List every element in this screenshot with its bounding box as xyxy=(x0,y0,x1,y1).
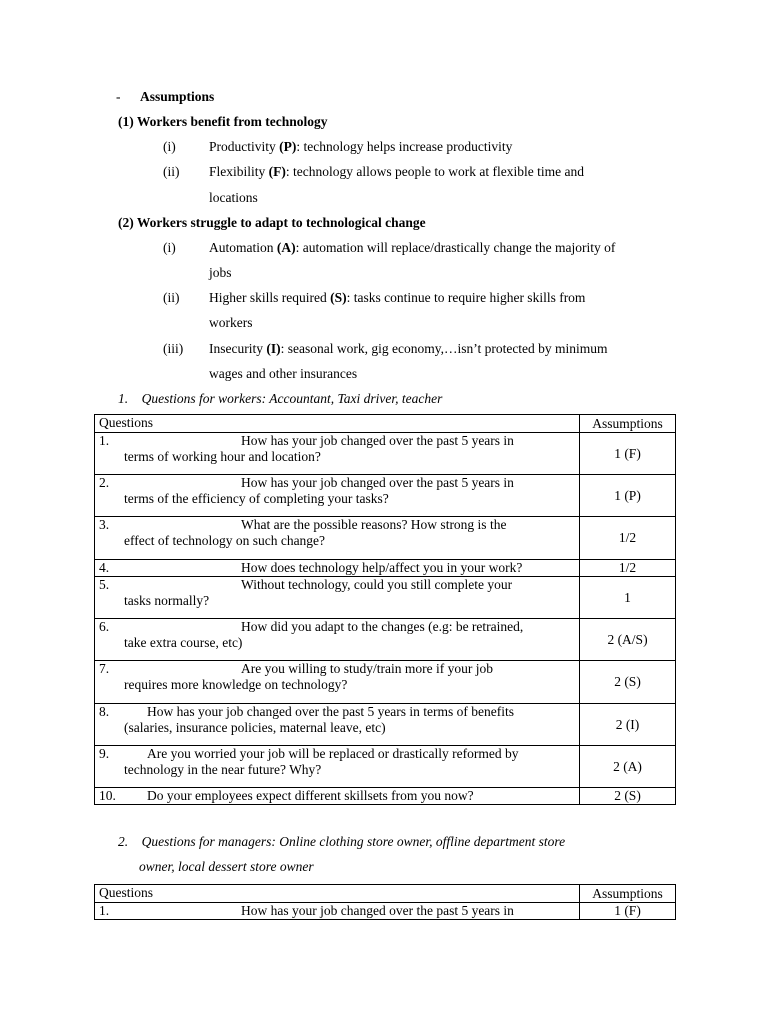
question-text: How has your job changed over the past 5 years in xyxy=(241,433,514,448)
assumption-automation-cont: jobs xyxy=(209,265,232,280)
table-row xyxy=(95,560,676,577)
question-text: Are you worried your job will be replaced or drastically reformed by xyxy=(147,746,519,761)
workers-questions-table xyxy=(94,414,676,805)
section2-heading: 2. Questions for managers: Online clothing store owner, offline department store xyxy=(118,834,566,849)
bullet-dash: - xyxy=(116,89,121,104)
assumption-skills: Higher skills required (S): tasks continue to require higher skills from xyxy=(209,290,586,305)
question-text-cont: technology in the near future? Why? xyxy=(124,762,322,777)
table-row xyxy=(95,433,676,475)
question-text: Are you willing to study/train more if your job xyxy=(241,661,493,676)
assumption-flexibility-cont: locations xyxy=(209,190,258,205)
table-header-row xyxy=(95,415,676,433)
table-row xyxy=(95,517,676,560)
question-text: How has your job changed over the past 5 years in xyxy=(241,475,514,490)
assumption-cell: 1 xyxy=(580,577,676,619)
assumption-cell: 1/2 xyxy=(580,517,676,560)
question-text-cont: take extra course, etc) xyxy=(124,635,243,650)
question-text-cont: terms of the efficiency of completing your tasks? xyxy=(124,491,389,506)
question-text-cont: effect of technology on such change? xyxy=(124,533,326,548)
row-number: 3. xyxy=(99,517,110,532)
item-number: (iii) xyxy=(163,341,184,356)
table-row xyxy=(95,619,676,661)
table-row xyxy=(95,788,676,805)
row-number: 8. xyxy=(99,704,110,719)
question-text: How has your job changed over the past 5 years in xyxy=(241,903,514,918)
item-number: (ii) xyxy=(163,164,180,179)
row-number: 9. xyxy=(99,746,110,761)
assumption-automation: Automation (A): automation will replace/drastically change the majority of xyxy=(209,240,616,255)
column-header-assumptions: Assumptions xyxy=(580,415,676,433)
assumption-cell: 2 (S) xyxy=(580,788,676,805)
managers-questions-table xyxy=(94,884,676,920)
group1-label: (1) Workers benefit from technology xyxy=(118,114,328,129)
assumption-cell: 1 (F) xyxy=(580,433,676,475)
table-row xyxy=(95,746,676,788)
assumptions-heading: Assumptions xyxy=(140,89,215,104)
assumption-skills-cont: workers xyxy=(209,315,253,330)
question-text: How has your job changed over the past 5 years in terms of benefits xyxy=(147,704,515,719)
question-text-cont: (salaries, insurance policies, maternal leave, etc) xyxy=(124,720,386,735)
assumption-cell: 1 (P) xyxy=(580,475,676,517)
assumption-cell: 2 (I) xyxy=(580,704,676,746)
item-number: (i) xyxy=(163,240,176,255)
table-row xyxy=(95,704,676,746)
assumption-cell: 2 (A) xyxy=(580,746,676,788)
assumption-insecurity: Insecurity (I): seasonal work, gig economy,…isn’t protected by minimum xyxy=(209,341,608,356)
question-text: What are the possible reasons? How strong is the xyxy=(241,517,507,532)
item-number: (i) xyxy=(163,139,176,154)
assumption-cell: 2 (S) xyxy=(580,661,676,704)
question-text: Without technology, could you still complete your xyxy=(241,577,513,592)
section1-heading: 1. Questions for workers: Accountant, Taxi driver, teacher xyxy=(118,391,443,406)
question-text: How does technology help/affect you in your work? xyxy=(241,560,523,575)
item-number: (ii) xyxy=(163,290,180,305)
column-header-questions: Questions xyxy=(95,415,580,433)
row-number: 1. xyxy=(99,903,110,918)
question-text-cont: terms of working hour and location? xyxy=(124,449,321,464)
assumption-productivity: Productivity (P): technology helps increase productivity xyxy=(209,139,513,154)
assumption-cell: 1/2 xyxy=(580,560,676,577)
row-number: 4. xyxy=(99,560,110,575)
row-number: 2. xyxy=(99,475,110,490)
assumption-insecurity-cont: wages and other insurances xyxy=(209,366,358,381)
table-row xyxy=(95,661,676,704)
section2-heading-cont: owner, local dessert store owner xyxy=(139,859,314,874)
row-number: 7. xyxy=(99,661,110,676)
question-text: How did you adapt to the changes (e.g: be retrained, xyxy=(241,619,524,634)
table-row xyxy=(95,903,676,920)
row-number: 1. xyxy=(99,433,110,448)
assumption-cell: 2 (A/S) xyxy=(580,619,676,661)
question-text-cont: tasks normally? xyxy=(124,593,210,608)
assumption-flexibility: Flexibility (F): technology allows people to work at flexible time and xyxy=(209,164,584,179)
table-row xyxy=(95,475,676,517)
table-row xyxy=(95,577,676,619)
assumption-cell: 1 (F) xyxy=(580,903,676,920)
row-number: 6. xyxy=(99,619,110,634)
question-text-cont: requires more knowledge on technology? xyxy=(124,677,348,692)
column-header-questions: Questions xyxy=(95,885,580,903)
question-text: Do your employees expect different skillsets from you now? xyxy=(147,788,474,803)
row-number: 5. xyxy=(99,577,110,592)
group2-label: (2) Workers struggle to adapt to technological change xyxy=(118,215,426,230)
table-header-row xyxy=(95,885,676,903)
row-number: 10. xyxy=(99,788,116,803)
column-header-assumptions: Assumptions xyxy=(580,885,676,903)
